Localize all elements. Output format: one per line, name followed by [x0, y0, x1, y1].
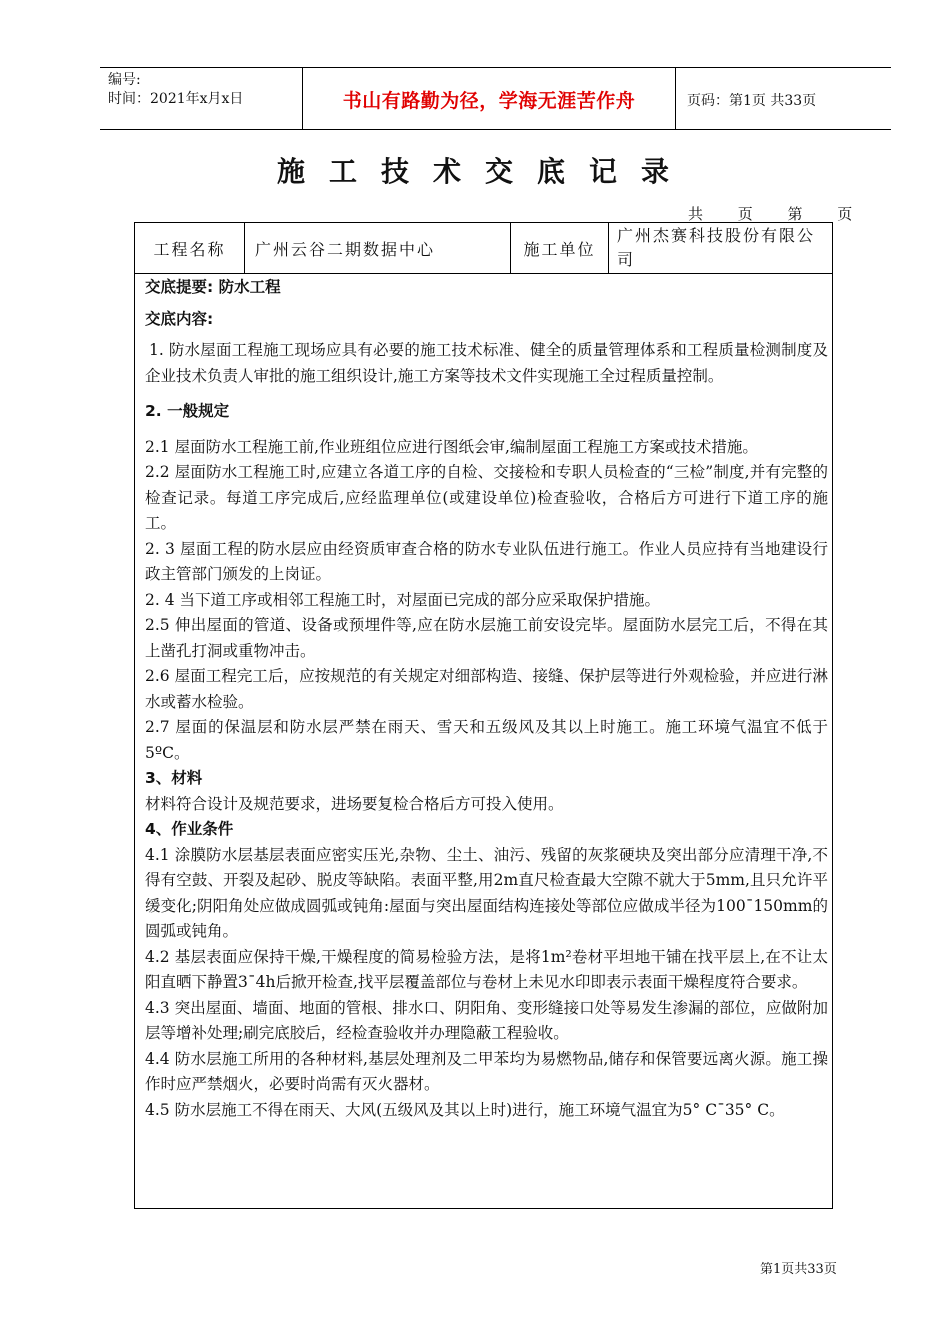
paragraph-4-5: 4.5 防水层施工不得在雨天、大风(五级风及其以上时)进行，施工环境气温宜为5° C¯35° C。	[145, 1100, 785, 1119]
document-title: 施工技术交底记录	[276, 155, 693, 188]
paragraph-item-1: 1. 防水屋面工程施工现场应具有必要的施工技术标准、健全的质量管理体系和工程质量检测制度及企业技术负责人审批的施工组织设计,施工方案等技术文件实现施工全过程质量控制。	[145, 341, 828, 385]
paragraph-4-3: 4.3 突出屋面、墙面、地面的管根、排水口、阴阳角、变形缝接口处等易发生渗漏的部位，应做附加层等增补处理;刷完底胶后，经检查验收并办理隐蔽工程验收。	[145, 998, 828, 1042]
disclosure-content	[145, 275, 828, 1123]
paragraph-2-1: 2.1 屋面防水工程施工前,作业班组位应进行图纸会审,编制屋面工程施工方案或技术措施。	[145, 437, 758, 456]
section-2-heading: 2. 一般规定	[145, 402, 230, 420]
document-number-label: 编号:	[108, 72, 141, 88]
paragraph-2-4: 2. 4 当下道工序或相邻工程施工时，对屋面已完成的部分应采取保护措施。	[145, 590, 661, 609]
section-4-heading: 4、作业条件	[145, 820, 234, 838]
header-divider	[675, 68, 676, 129]
paragraph-2-2: 2.2 屋面防水工程施工时,应建立各道工序的自检、交接检和专职人员检查的“三检”制度,并有完整的检查记录。每道工序完成后,应经监理单位(或建设单位)检查验收，合格后方可进行下道工序的施工。	[145, 463, 828, 532]
paragraph-3: 材料符合设计及规范要求，进场要复检合格后方可投入使用。	[145, 794, 564, 813]
project-name-value: 广州云谷二期数据中心	[245, 223, 511, 273]
project-info-row	[135, 223, 832, 274]
record-table	[134, 222, 833, 1209]
header-meta	[108, 71, 243, 109]
page-footer: 第1页共33页	[760, 1262, 837, 1277]
paragraph-4-4: 4.4 防水层施工所用的各种材料,基层处理剂及二甲苯均为易燃物品,储存和保管要远离火源。施工操作时应严禁烟火，必要时尚需有灭火器材。	[145, 1049, 828, 1093]
contractor-label: 施工单位	[511, 223, 609, 273]
disclosure-summary: 交底提要: 防水工程	[145, 278, 281, 296]
paragraph-2-3: 2. 3 屋面工程的防水层应由经资质审查合格的防水专业队伍进行施工。作业人员应持有当地建设行政主管部门颁发的上岗证。	[145, 539, 828, 583]
header-page-number: 页码：第1页 共33页	[687, 93, 817, 109]
paragraph-2-7: 2.7 屋面的保温层和防水层严禁在雨天、雪天和五级风及其以上时施工。施工环境气温宜不低于5ºC。	[145, 718, 828, 762]
paragraph-4-2: 4.2 基层表面应保持干燥,干燥程度的简易检验方法，是将1m²卷材平坦地干铺在找平层上,在不让太阳直晒下静置3¯4h后掀开检查,找平层覆盖部位与卷材上未见水印即表示表面干燥程度符合要求。	[145, 947, 828, 991]
paragraph-4-1: 4.1 涂膜防水层基层表面应密实压光,杂物、尘土、油污、残留的灰浆硬块及突出部分应清理干净,不得有空鼓、开裂及起砂、脱皮等缺陷。表面平整,用2m直尺检查最大空隙不就大于5mm,且只允许平缓变化;阴阳角处应做成圆弧或钝角:屋面与突出屋面结构连接处等部位应做成半径为100¯150mm的圆弧或钝角。	[145, 845, 828, 940]
document-date: 时间：2021年x月x日	[108, 91, 244, 107]
project-name-label: 工程名称	[135, 223, 245, 273]
paragraph-2-6: 2.6 屋面工程完工后，应按规范的有关规定对细部构造、接缝、保护层等进行外观检验，并应进行淋水或蓄水检验。	[145, 667, 828, 711]
contractor-value: 广州杰赛科技股份有限公司	[617, 226, 816, 269]
page-header	[100, 67, 891, 130]
section-3-heading: 3、材料	[145, 769, 203, 787]
header-motto: 书山有路勤为径，学海无涯苦作舟	[342, 90, 636, 112]
content-label: 交底内容:	[145, 309, 214, 328]
page-count-label: 共 页 第 页	[688, 205, 857, 223]
paragraph-2-5: 2.5 伸出屋面的管道、设备或预埋件等,应在防水层施工前安设完毕。屋面防水层完工后，不得在其上凿孔打洞或重物冲击。	[145, 616, 828, 660]
